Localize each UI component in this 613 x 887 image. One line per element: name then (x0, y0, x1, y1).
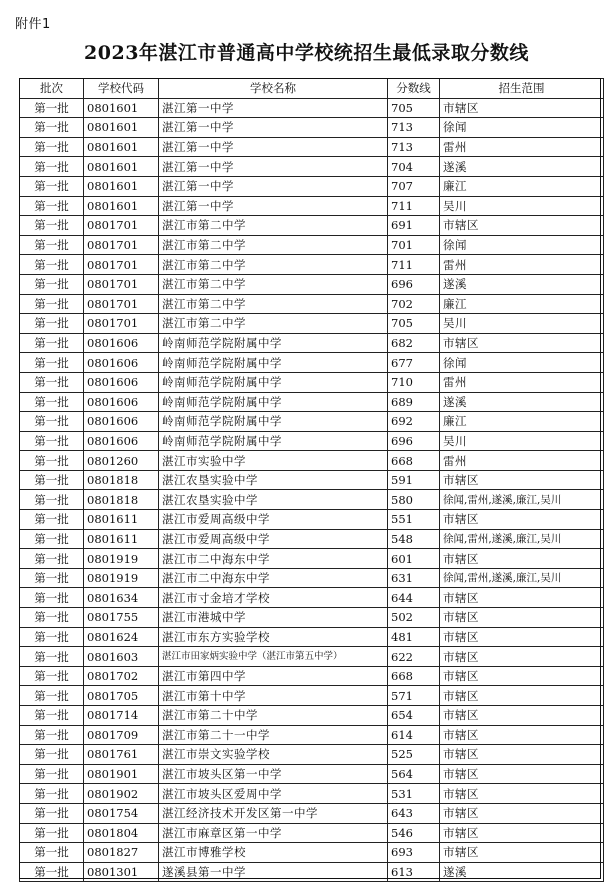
cell-score: 580 (388, 490, 440, 510)
cell-school-code: 0801606 (84, 431, 159, 451)
table-row (20, 294, 604, 314)
cell-range: 吴川 (440, 196, 604, 216)
cell-batch: 第一批 (20, 294, 84, 314)
cell-batch: 第一批 (20, 627, 84, 647)
table-row (20, 137, 604, 157)
cell-school-code: 0801301 (84, 862, 159, 882)
table-row (20, 118, 604, 138)
cell-batch: 第一批 (20, 216, 84, 236)
cell-school-name: 湛江市博雅学校 (159, 843, 388, 863)
cell-school-name: 湛江农垦实验中学 (159, 470, 388, 490)
cell-batch: 第一批 (20, 510, 84, 530)
cell-school-name: 湛江市第二中学 (159, 314, 388, 334)
table-row (20, 490, 604, 510)
cell-range: 市辖区 (440, 666, 604, 686)
header-score: 分数线 (388, 79, 440, 99)
cell-score: 705 (388, 98, 440, 118)
cell-batch: 第一批 (20, 196, 84, 216)
cell-school-code: 0801804 (84, 823, 159, 843)
cell-range: 市辖区 (440, 823, 604, 843)
cell-batch: 第一批 (20, 862, 84, 882)
document-title: 2023年湛江市普通高中学校统招生最低录取分数线 (84, 42, 529, 64)
cell-school-name: 湛江市二中海东中学 (159, 568, 388, 588)
cell-score: 701 (388, 235, 440, 255)
cell-school-name: 湛江第一中学 (159, 137, 388, 157)
cell-batch: 第一批 (20, 333, 84, 353)
cell-range: 徐闻,雷州,遂溪,廉江,吴川 (440, 529, 604, 549)
cell-score: 713 (388, 118, 440, 138)
cell-school-code: 0801701 (84, 235, 159, 255)
cell-school-name: 湛江第一中学 (159, 176, 388, 196)
table-row (20, 686, 604, 706)
cell-school-code: 0801611 (84, 510, 159, 530)
cell-range: 遂溪 (440, 274, 604, 294)
cell-batch: 第一批 (20, 588, 84, 608)
cell-batch: 第一批 (20, 176, 84, 196)
cell-range: 遂溪 (440, 157, 604, 177)
cell-school-name: 湛江市崇文实验学校 (159, 745, 388, 765)
cell-school-name: 湛江第一中学 (159, 118, 388, 138)
cell-batch: 第一批 (20, 647, 84, 667)
table-row (20, 843, 604, 863)
cell-batch: 第一批 (20, 529, 84, 549)
cell-school-name: 湛江市第二中学 (159, 294, 388, 314)
cell-batch: 第一批 (20, 725, 84, 745)
cell-range: 市辖区 (440, 510, 604, 530)
cell-school-code: 0801606 (84, 392, 159, 412)
cell-school-name: 湛江农垦实验中学 (159, 490, 388, 510)
cell-range: 廉江 (440, 294, 604, 314)
table-row (20, 431, 604, 451)
cell-range: 市辖区 (440, 333, 604, 353)
cell-range: 雷州 (440, 372, 604, 392)
table-row (20, 725, 604, 745)
cell-school-code: 0801634 (84, 588, 159, 608)
cell-school-name: 湛江市第二中学 (159, 274, 388, 294)
table-row (20, 627, 604, 647)
cell-school-name: 湛江市第二中学 (159, 216, 388, 236)
cell-batch: 第一批 (20, 745, 84, 765)
cell-school-name: 湛江市港城中学 (159, 608, 388, 628)
cell-batch: 第一批 (20, 764, 84, 784)
table-row (20, 412, 604, 432)
cell-score: 692 (388, 412, 440, 432)
cell-school-name: 湛江市爱周高级中学 (159, 529, 388, 549)
cell-range: 徐闻,雷州,遂溪,廉江,吴川 (440, 490, 604, 510)
cell-school-code: 0801601 (84, 196, 159, 216)
cell-batch: 第一批 (20, 118, 84, 138)
cell-score: 548 (388, 529, 440, 549)
table-row (20, 196, 604, 216)
cell-score: 705 (388, 314, 440, 334)
cell-school-code: 0801606 (84, 353, 159, 373)
cell-range: 廉江 (440, 176, 604, 196)
cell-school-name: 湛江市第二中学 (159, 255, 388, 275)
cell-range: 市辖区 (440, 98, 604, 118)
cell-score: 644 (388, 588, 440, 608)
cell-score: 654 (388, 706, 440, 726)
cell-score: 710 (388, 372, 440, 392)
cell-score: 591 (388, 470, 440, 490)
cell-range: 市辖区 (440, 784, 604, 804)
table-row (20, 510, 604, 530)
cell-school-name: 湛江市第二十中学 (159, 706, 388, 726)
cell-score: 677 (388, 353, 440, 373)
cell-score: 668 (388, 451, 440, 471)
cell-score: 711 (388, 196, 440, 216)
cell-school-code: 0801624 (84, 627, 159, 647)
cell-batch: 第一批 (20, 706, 84, 726)
cell-batch: 第一批 (20, 98, 84, 118)
table-row (20, 529, 604, 549)
table-row (20, 372, 604, 392)
table-row (20, 274, 604, 294)
cell-school-code: 0801611 (84, 529, 159, 549)
cell-batch: 第一批 (20, 608, 84, 628)
cell-score: 691 (388, 216, 440, 236)
cell-batch: 第一批 (20, 392, 84, 412)
cell-school-code: 0801919 (84, 568, 159, 588)
cell-range: 雷州 (440, 137, 604, 157)
cell-school-name: 湛江第一中学 (159, 157, 388, 177)
cell-school-name: 湛江市爱周高级中学 (159, 510, 388, 530)
cell-school-code: 0801701 (84, 216, 159, 236)
cell-batch: 第一批 (20, 431, 84, 451)
table-row (20, 706, 604, 726)
cell-school-name: 湛江市二中海东中学 (159, 549, 388, 569)
cell-school-code: 0801705 (84, 686, 159, 706)
table-row (20, 216, 604, 236)
cell-school-code: 0801818 (84, 490, 159, 510)
cell-score: 502 (388, 608, 440, 628)
cell-school-code: 0801902 (84, 784, 159, 804)
cell-score: 704 (388, 157, 440, 177)
cell-batch: 第一批 (20, 372, 84, 392)
cell-school-code: 0801260 (84, 451, 159, 471)
cell-school-name: 湛江市第二中学 (159, 235, 388, 255)
cell-school-code: 0801714 (84, 706, 159, 726)
cell-range: 徐闻 (440, 353, 604, 373)
cell-score: 601 (388, 549, 440, 569)
cell-range: 市辖区 (440, 549, 604, 569)
cell-range: 遂溪 (440, 392, 604, 412)
table-row (20, 823, 604, 843)
table-row (20, 862, 604, 882)
cell-school-code: 0801754 (84, 803, 159, 823)
cell-range: 雷州 (440, 255, 604, 275)
cell-school-code: 0801606 (84, 412, 159, 432)
cell-score: 631 (388, 568, 440, 588)
cell-school-code: 0801603 (84, 647, 159, 667)
table-row (20, 568, 604, 588)
cell-score: 481 (388, 627, 440, 647)
cell-range: 市辖区 (440, 647, 604, 667)
cell-score: 551 (388, 510, 440, 530)
cell-school-name: 湛江市坡头区爱周中学 (159, 784, 388, 804)
table-row (20, 647, 604, 667)
cell-batch: 第一批 (20, 235, 84, 255)
cell-batch: 第一批 (20, 137, 84, 157)
cell-score: 564 (388, 764, 440, 784)
cell-range: 市辖区 (440, 803, 604, 823)
cell-range: 市辖区 (440, 686, 604, 706)
cell-batch: 第一批 (20, 274, 84, 294)
attachment-label: 附件1 (15, 17, 51, 32)
table-row (20, 588, 604, 608)
table-row (20, 764, 604, 784)
cell-score: 546 (388, 823, 440, 843)
cell-school-name: 岭南师范学院附属中学 (159, 353, 388, 373)
cell-school-name: 岭南师范学院附属中学 (159, 372, 388, 392)
cell-school-code: 0801701 (84, 294, 159, 314)
cell-school-code: 0801601 (84, 118, 159, 138)
cell-batch: 第一批 (20, 490, 84, 510)
cell-score: 696 (388, 274, 440, 294)
table-row (20, 549, 604, 569)
cell-score: 614 (388, 725, 440, 745)
table-row (20, 353, 604, 373)
header-school-code: 学校代码 (84, 79, 159, 99)
table-row (20, 98, 604, 118)
table-row (20, 235, 604, 255)
cell-school-code: 0801827 (84, 843, 159, 863)
cell-score: 682 (388, 333, 440, 353)
cell-school-name: 湛江市田家炳实验中学（湛江市第五中学） (159, 647, 388, 667)
cell-school-name: 湛江第一中学 (159, 196, 388, 216)
cell-score: 622 (388, 647, 440, 667)
cell-batch: 第一批 (20, 784, 84, 804)
cell-score: 668 (388, 666, 440, 686)
cell-school-name: 湛江经济技术开发区第一中学 (159, 803, 388, 823)
table-row (20, 333, 604, 353)
cell-score: 713 (388, 137, 440, 157)
cell-batch: 第一批 (20, 314, 84, 334)
cell-school-code: 0801701 (84, 255, 159, 275)
table-row (20, 608, 604, 628)
table-row (20, 803, 604, 823)
cell-range: 吴川 (440, 431, 604, 451)
cell-batch: 第一批 (20, 803, 84, 823)
cell-school-name: 湛江市寸金培才学校 (159, 588, 388, 608)
cell-school-code: 0801709 (84, 725, 159, 745)
cell-school-code: 0801601 (84, 137, 159, 157)
cell-school-name: 湛江市麻章区第一中学 (159, 823, 388, 843)
cell-school-code: 0801601 (84, 157, 159, 177)
cell-school-name: 湛江市第二十一中学 (159, 725, 388, 745)
cell-school-code: 0801701 (84, 274, 159, 294)
cell-range: 市辖区 (440, 627, 604, 647)
table-header-row (20, 79, 604, 99)
table-row (20, 451, 604, 471)
cell-school-name: 湛江第一中学 (159, 98, 388, 118)
cell-range: 徐闻 (440, 118, 604, 138)
cell-school-code: 0801606 (84, 333, 159, 353)
cell-score: 571 (388, 686, 440, 706)
table-row (20, 176, 604, 196)
cell-range: 市辖区 (440, 216, 604, 236)
cell-score: 707 (388, 176, 440, 196)
table-row (20, 745, 604, 765)
cell-range: 徐闻 (440, 235, 604, 255)
cell-school-code: 0801755 (84, 608, 159, 628)
cell-batch: 第一批 (20, 157, 84, 177)
cell-range: 市辖区 (440, 706, 604, 726)
cell-range: 市辖区 (440, 608, 604, 628)
cell-school-name: 岭南师范学院附属中学 (159, 392, 388, 412)
cell-school-code: 0801901 (84, 764, 159, 784)
cell-range: 市辖区 (440, 764, 604, 784)
cell-score: 696 (388, 431, 440, 451)
cell-score: 531 (388, 784, 440, 804)
cell-batch: 第一批 (20, 255, 84, 275)
cell-school-code: 0801818 (84, 470, 159, 490)
table-row (20, 314, 604, 334)
cell-score: 702 (388, 294, 440, 314)
header-school-name: 学校名称 (159, 79, 388, 99)
cell-score: 711 (388, 255, 440, 275)
cell-range: 遂溪 (440, 862, 604, 882)
cell-batch: 第一批 (20, 549, 84, 569)
cell-school-name: 遂溪县第一中学 (159, 862, 388, 882)
cell-range: 市辖区 (440, 843, 604, 863)
table-row (20, 392, 604, 412)
cell-school-name: 湛江市第四中学 (159, 666, 388, 686)
cell-batch: 第一批 (20, 412, 84, 432)
cell-score: 693 (388, 843, 440, 863)
cell-batch: 第一批 (20, 353, 84, 373)
cell-batch: 第一批 (20, 470, 84, 490)
cell-range: 雷州 (440, 451, 604, 471)
cell-score: 613 (388, 862, 440, 882)
cell-batch: 第一批 (20, 843, 84, 863)
cell-school-code: 0801919 (84, 549, 159, 569)
cell-school-code: 0801601 (84, 98, 159, 118)
header-batch: 批次 (20, 79, 84, 99)
cell-batch: 第一批 (20, 823, 84, 843)
cell-range: 市辖区 (440, 745, 604, 765)
cell-school-name: 湛江市实验中学 (159, 451, 388, 471)
cell-score: 525 (388, 745, 440, 765)
cell-batch: 第一批 (20, 451, 84, 471)
score-table (19, 78, 604, 882)
cell-range: 徐闻,雷州,遂溪,廉江,吴川 (440, 568, 604, 588)
cell-range: 市辖区 (440, 470, 604, 490)
table-body (20, 98, 604, 882)
table-row (20, 784, 604, 804)
cell-school-name: 湛江市第十中学 (159, 686, 388, 706)
cell-school-code: 0801601 (84, 176, 159, 196)
cell-school-name: 岭南师范学院附属中学 (159, 412, 388, 432)
cell-school-name: 湛江市坡头区第一中学 (159, 764, 388, 784)
cell-school-name: 岭南师范学院附属中学 (159, 333, 388, 353)
cell-range: 市辖区 (440, 725, 604, 745)
header-range: 招生范围 (440, 79, 604, 99)
cell-batch: 第一批 (20, 686, 84, 706)
cell-score: 643 (388, 803, 440, 823)
cell-range: 廉江 (440, 412, 604, 432)
cell-batch: 第一批 (20, 568, 84, 588)
cell-school-name: 岭南师范学院附属中学 (159, 431, 388, 451)
cell-school-code: 0801701 (84, 314, 159, 334)
cell-school-name: 湛江市东方实验学校 (159, 627, 388, 647)
cell-school-code: 0801702 (84, 666, 159, 686)
cell-school-code: 0801761 (84, 745, 159, 765)
table-row (20, 666, 604, 686)
table-row (20, 470, 604, 490)
cell-batch: 第一批 (20, 666, 84, 686)
table-row (20, 255, 604, 275)
cell-score: 689 (388, 392, 440, 412)
cell-school-code: 0801606 (84, 372, 159, 392)
table-row (20, 157, 604, 177)
cell-range: 市辖区 (440, 588, 604, 608)
cell-range: 吴川 (440, 314, 604, 334)
